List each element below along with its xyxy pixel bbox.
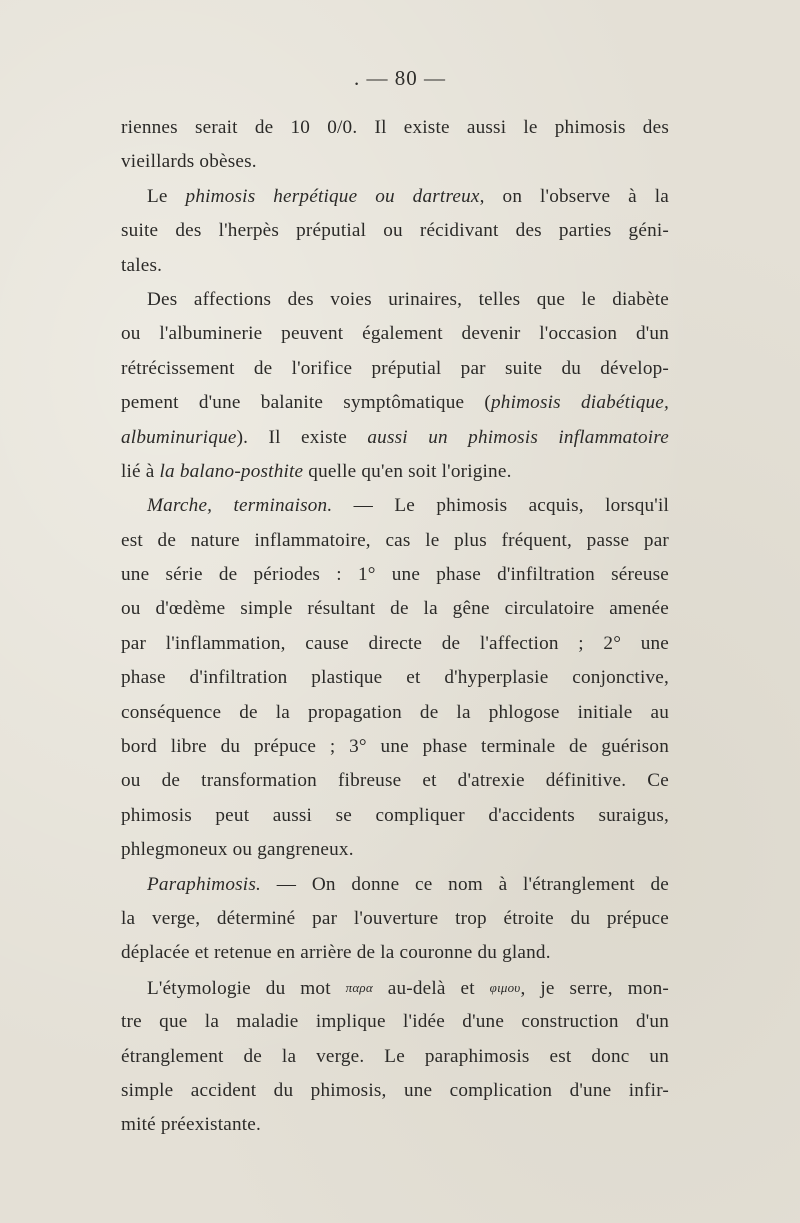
italic-text: Marche, terminaison.: [147, 495, 333, 517]
italic-text: Paraphimosis.: [147, 873, 262, 895]
text-segment: Le: [147, 185, 186, 207]
text-line: [121, 111, 669, 145]
text-segment: quelle qu'en soit l'origine.: [303, 460, 512, 482]
text-line: [121, 386, 669, 420]
text-line: [121, 145, 669, 179]
page-number: . — 80 —: [354, 66, 446, 90]
text-line: [121, 1074, 669, 1108]
text-line: [121, 455, 669, 489]
text-line: [121, 696, 669, 730]
text-line: [121, 180, 669, 214]
text-line: [121, 1040, 669, 1074]
text-segment: bord libre du prépuce ; 3° une phase terminale de guérison: [121, 736, 669, 758]
italic-text: la balano-posthite: [159, 460, 304, 482]
italic-text: phimosis diabétique,: [491, 392, 670, 414]
text-segment: lié à: [121, 460, 160, 482]
text-line: [121, 1005, 669, 1039]
text-line: [121, 799, 669, 833]
text-segment: Des affections des voies urinaires, telles que le diabète: [147, 288, 669, 310]
text-segment: mité préexistante.: [121, 1114, 261, 1136]
text-segment: , on l'observe à la: [479, 185, 669, 207]
text-line: [121, 524, 669, 558]
text-line: [121, 249, 669, 283]
text-segment: ou d'œdème simple résultant de la gêne circulatoire amenée: [121, 598, 669, 620]
text-segment: ou l'albuminerie peuvent également devenir l'occasion d'un: [121, 323, 669, 345]
text-segment: — On donne ce nom à l'étranglement de: [261, 873, 669, 895]
italic-text: aussi un phimosis inflammatoire: [367, 426, 670, 448]
text-segment: pement d'une balanite symptômatique (: [121, 392, 491, 414]
text-line: [121, 1108, 669, 1142]
text-line: [121, 661, 669, 695]
text-line: [121, 352, 669, 386]
greek-word: φιμου: [489, 979, 521, 995]
text-segment: une série de périodes : 1° une phase d'infiltration séreuse: [121, 564, 669, 586]
italic-text: albuminurique: [121, 426, 237, 448]
text-segment: la verge, déterminé par l'ouverture trop étroite du prépuce: [121, 907, 669, 929]
text-line: [121, 558, 669, 592]
greek-word: παρα: [345, 979, 373, 995]
text-segment: phimosis peut aussi se compliquer d'accidents suraigus,: [121, 804, 669, 826]
text-segment: est de nature inflammatoire, cas le plus fréquent, passe par: [121, 529, 669, 551]
text-line: [121, 902, 669, 936]
text-segment: simple accident du phimosis, une complication d'une infir-: [121, 1079, 669, 1101]
text-line: [121, 489, 669, 523]
text-segment: ou de transformation fibreuse et d'atrexie définitive. Ce: [121, 770, 669, 792]
text-segment: phase d'infiltration plastique et d'hyperplasie conjonctive,: [121, 667, 669, 689]
text-line: [121, 936, 669, 970]
italic-text: phimosis herpétique ou dartreux: [185, 185, 480, 207]
text-segment: au-delà et: [372, 977, 490, 999]
text-line: [121, 421, 669, 455]
text-segment: suite des l'herpès préputial ou récidivant des parties géni-: [121, 220, 669, 242]
text-line: [121, 868, 669, 902]
text-line: [121, 214, 669, 248]
text-segment: par l'inflammation, cause directe de l'affection ; 2° une: [121, 632, 669, 654]
text-segment: , je serre, mon-: [520, 977, 669, 999]
text-segment: conséquence de la propagation de la phlogose initiale au: [121, 701, 669, 723]
text-line: [121, 283, 669, 317]
text-segment: ). Il existe: [236, 426, 368, 448]
text-segment: — Le phimosis acquis, lorsqu'il: [332, 495, 669, 517]
text-segment: phlegmoneux ou gangreneux.: [121, 839, 354, 861]
text-segment: riennes serait de 10 0/0. Il existe aussi le phimosis des: [121, 117, 669, 138]
text-line: [121, 627, 669, 661]
text-segment: L'étymologie du mot: [147, 977, 346, 999]
text-segment: vieillards obèses.: [121, 151, 257, 173]
text-segment: rétrécissement de l'orifice préputial par suite du dévelop-: [121, 357, 669, 379]
body-text: [121, 111, 669, 1143]
text-line: [121, 764, 669, 798]
text-line: [121, 971, 669, 1005]
text-segment: tales.: [121, 254, 163, 276]
text-line: [121, 317, 669, 351]
text-segment: déplacée et retenue en arrière de la couronne du gland.: [121, 942, 551, 964]
text-segment: tre que la maladie implique l'idée d'une construction d'un: [121, 1011, 669, 1033]
text-line: [121, 833, 669, 867]
text-line: [121, 730, 669, 764]
text-line: [121, 592, 669, 626]
text-segment: étranglement de la verge. Le paraphimosis est donc un: [121, 1045, 669, 1067]
